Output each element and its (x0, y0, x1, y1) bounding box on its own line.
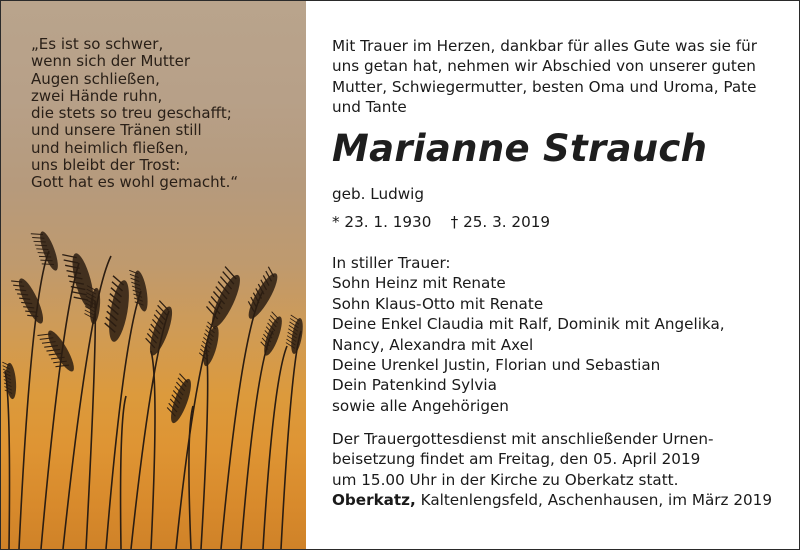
reed-plume (2, 361, 17, 400)
reed-stem (201, 346, 208, 549)
reed-plume (241, 267, 283, 322)
reed-grass-sunset-photo (1, 1, 306, 549)
intro-text: Mit Trauer im Herzen, dankbar für alles Gute was sie für uns getan hat, nehmen wir Abschied von unserer guten Mutter, Schwiegermutter, besten Oma und Uroma, Pate und Tante (332, 37, 757, 117)
reed-plume (102, 276, 133, 343)
poem-line: uns bleibt der Trost: (31, 156, 181, 175)
reed-plume (200, 267, 246, 331)
reed-stem (5, 371, 10, 549)
memorial-poem (31, 36, 238, 192)
poem-line: und unsere Tränen still (31, 121, 202, 140)
reed-plume (196, 322, 222, 368)
service-place-rest: Kaltenlengsfeld, Aschenhausen, im März 2019 (415, 491, 773, 510)
mourners-list: In stiller Trauer: Sohn Heinz mit Renate Sohn Klaus-Otto mit Renate Deine Enkel Claudia mit Ralf, Dominik mit Angelika, Nancy, Alexandra mit Axel Deine Urenkel Justin, Florian und Sebastian Dein Patenkind Sylvia sowie alle Angehörigen (332, 254, 725, 415)
poem-line: zwei Hände ruhn, (31, 86, 163, 105)
reed-stem (121, 396, 126, 549)
reed-plume (11, 274, 47, 327)
poem-line: Augen schließen, (31, 69, 160, 88)
poem-line: „Es ist so schwer, (31, 35, 164, 53)
reed-stem (281, 331, 301, 549)
service-place: Oberkatz, (332, 491, 416, 510)
reed-stem (131, 311, 169, 549)
poem-line: wenn sich der Mutter (31, 52, 191, 71)
poem-line: die stets so treu geschafft; (31, 104, 232, 123)
reed-stem (41, 263, 79, 549)
poem-line: und heimlich fließen, (31, 138, 189, 157)
poem-line: Gott hat es wohl gemacht.“ (31, 173, 239, 192)
reed-stem (241, 331, 273, 549)
deceased-name: Marianne Strauch (332, 127, 708, 170)
reed-plume (284, 315, 305, 355)
reed-plume (257, 312, 286, 358)
reed-stem (221, 291, 263, 549)
maiden-name: geb. Ludwig (332, 185, 425, 203)
reed-plume (37, 326, 78, 378)
life-dates: * 23. 1. 1930 † 25. 3. 2019 (332, 213, 551, 231)
reed-plume (129, 268, 150, 313)
reed-plume (31, 228, 62, 274)
service-announcement (332, 429, 772, 511)
service-text: Der Trauergottesdienst mit anschließender Urnen- beisetzung findet am Freitag, den 05. April 2019 um 15.00 Uhr in der Kirche zu Oberkatz statt. (332, 430, 714, 489)
